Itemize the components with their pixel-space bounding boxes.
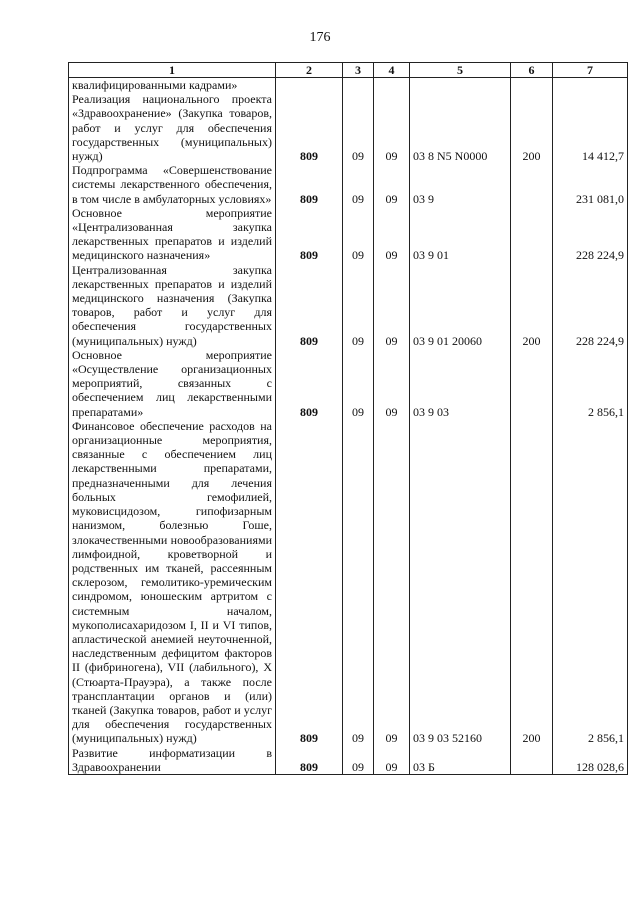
column-header-6: 6 [511,63,553,78]
row-amount: 228 224,9 [553,206,628,263]
row-code: 809 [276,263,343,348]
row-amount: 2 856,1 [553,419,628,746]
row-code: 809 [276,163,343,206]
row-name: квалифицированными кадрами» [69,78,276,93]
row-section: 09 [343,206,374,263]
row-subsection: 09 [374,348,410,419]
row-subsection: 09 [374,92,410,163]
row-target: 03 8 N5 N0000 [410,92,511,163]
row-subsection: 09 [374,163,410,206]
row-section: 09 [343,419,374,746]
row-subsection [374,78,410,93]
table-row [69,263,628,348]
row-section: 09 [343,263,374,348]
row-type: 200 [511,419,553,746]
column-header-2: 2 [276,63,343,78]
row-type [511,348,553,419]
row-target: 03 Б [410,746,511,775]
row-target: 03 9 03 52160 [410,419,511,746]
row-target: 03 9 01 [410,206,511,263]
row-subsection: 09 [374,746,410,775]
table-row [69,746,628,775]
column-header-3: 3 [343,63,374,78]
column-header-7: 7 [553,63,628,78]
row-section: 09 [343,163,374,206]
column-header-4: 4 [374,63,410,78]
row-type [511,746,553,775]
row-code: 809 [276,419,343,746]
table-row [69,419,628,746]
row-amount: 14 412,7 [553,92,628,163]
table-row [69,163,628,206]
row-amount [553,78,628,93]
row-code: 809 [276,746,343,775]
table-row [69,206,628,263]
row-code: 809 [276,92,343,163]
row-type [511,78,553,93]
column-number-row [69,63,628,78]
row-amount: 2 856,1 [553,348,628,419]
column-header-1: 1 [69,63,276,78]
table-row [69,348,628,419]
row-type [511,206,553,263]
row-subsection: 09 [374,206,410,263]
page-number: 176 [309,30,331,45]
row-amount: 228 224,9 [553,263,628,348]
column-header-5: 5 [410,63,511,78]
row-name: Подпрограмма «Совершенствование системы лекарственного обеспечения, в том числе в амбулаторных условиях» [69,163,276,206]
row-code: 809 [276,206,343,263]
row-target: 03 9 03 [410,348,511,419]
row-name: Основное мероприятие «Централизованная закупка лекарственных препаратов и изделий медицинского назначения» [69,206,276,263]
row-subsection: 09 [374,419,410,746]
row-amount: 231 081,0 [553,163,628,206]
row-section: 09 [343,348,374,419]
table-row [69,78,628,93]
row-code [276,78,343,93]
row-subsection: 09 [374,263,410,348]
row-section: 09 [343,92,374,163]
row-name: Централизованная закупка лекарственных препаратов и изделий медицинского назначения (Закупка товаров, работ и услуг для обеспечения государственных (муниципальных) нужд) [69,263,276,348]
row-name: Развитие информатизации в Здравоохранении [69,746,276,775]
row-target: 03 9 01 20060 [410,263,511,348]
row-name: Реализация национального проекта «Здравоохранение» (Закупка товаров, работ и услуг для обеспечения государственных (муниципальных) нужд) [69,92,276,163]
row-name: Основное мероприятие «Осуществление организационных мероприятий, связанных с обеспечением лиц лекарственными препаратами» [69,348,276,419]
row-section: 09 [343,746,374,775]
table-row [69,92,628,163]
row-type: 200 [511,92,553,163]
row-type: 200 [511,263,553,348]
row-amount: 128 028,6 [553,746,628,775]
row-name: Финансовое обеспечение расходов на организационные мероприятия, связанные с обеспечением лиц лекарственными препаратами, предназначенными для лечения больных гемофилией, муковисцидозом, гипофизарным нанизмом, болезнью Гоше, злокачественными новообразованиями лимфоидной, кроветворной и родственных им тканей, рассеянным склерозом, гемолитико-уремическим синдромом, юношеским артритом с системным началом, мукополисахаридозом I, II и VI типов, апластической анемией неуточненной, наследственным дефицитом факторов II (фибриногена), VII (лабильного), X (Стюарта-Прауэра), а также после трансплантации органов и (или) тканей (Закупка товаров, работ и услуг для обеспечения государственных (муниципальных) нужд) [69,419,276,746]
row-target: 03 9 [410,163,511,206]
budget-table [68,62,628,775]
row-code: 809 [276,348,343,419]
row-type [511,163,553,206]
row-target [410,78,511,93]
row-section [343,78,374,93]
